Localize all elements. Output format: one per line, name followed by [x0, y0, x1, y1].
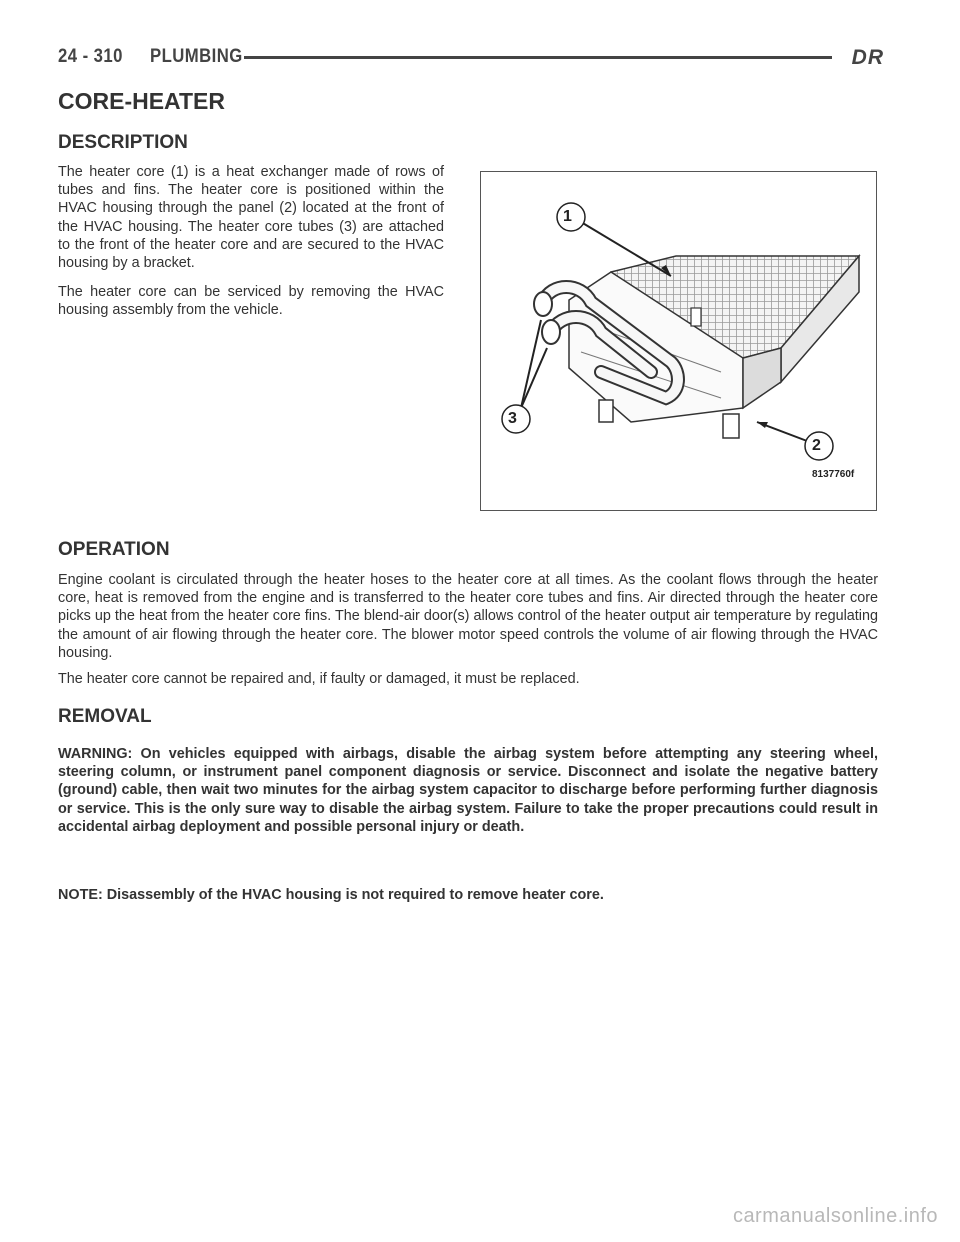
page-title: CORE-HEATER — [58, 88, 225, 114]
watermark: carmanualsonline.info — [732, 1205, 938, 1227]
description-heading: DESCRIPTION — [58, 132, 188, 153]
model-code: DR — [851, 46, 884, 69]
operation-paragraph-2: The heater core cannot be repaired and, if faulty or damaged, it must be replaced. — [58, 671, 580, 687]
page-number: 24 - 310 — [58, 46, 123, 67]
description-paragraph-1: The heater core (1) is a heat exchanger made of rows of tubes and fins. The heater core is positioned within the HVAC housing through the panel (2) located at the front of the HVAC housing. The heater core tubes (3) are attached to the front of the heater core and are secured to the HVAC housing by a bracket. — [58, 164, 444, 272]
note-text: NOTE: Disassembly of the HVAC housing is not required to remove heater core. — [58, 887, 604, 903]
callout-2: 2 — [812, 437, 821, 454]
heater-core-illustration — [481, 172, 878, 512]
description-paragraph-2: The heater core can be serviced by removing the HVAC housing assembly from the vehicle. — [58, 284, 444, 319]
operation-paragraph-1: Engine coolant is circulated through the heater hoses to the heater core at all times. As the coolant flows through the heater core, heat is removed from the engine and is transferred to the heater core tubes and fins. Air directed through the heater core picks up the heat from the heater core fins. The blend-air door(s) allows control of the heater output air temperature by regulating the amount of air flowing through the heater core. The blower motor speed controls the volume of air flowing through the HVAC housing. — [58, 572, 878, 661]
callout-3: 3 — [508, 410, 517, 427]
section-name: PLUMBING — [150, 46, 243, 67]
warning-text: WARNING: On vehicles equipped with airbags, disable the airbag system before attempting any steering wheel, steering column, or instrument panel component diagnosis or service. Disconnect and isolate the negative battery (ground) cable, then wait two minutes for the airbag system capacitor to discharge before performing further diagnosis or service. This is the only sure way to disable the airbag system. Failure to take the proper precautions could result in accidental airbag deployment and possible personal injury or death. — [58, 746, 878, 835]
operation-heading: OPERATION — [58, 539, 170, 560]
callout-1: 1 — [563, 208, 572, 225]
header-rule — [244, 56, 832, 59]
removal-heading: REMOVAL — [58, 706, 152, 727]
page-header — [58, 46, 884, 74]
heater-core-figure — [480, 171, 877, 511]
figure-id: 8137760f — [812, 469, 855, 480]
